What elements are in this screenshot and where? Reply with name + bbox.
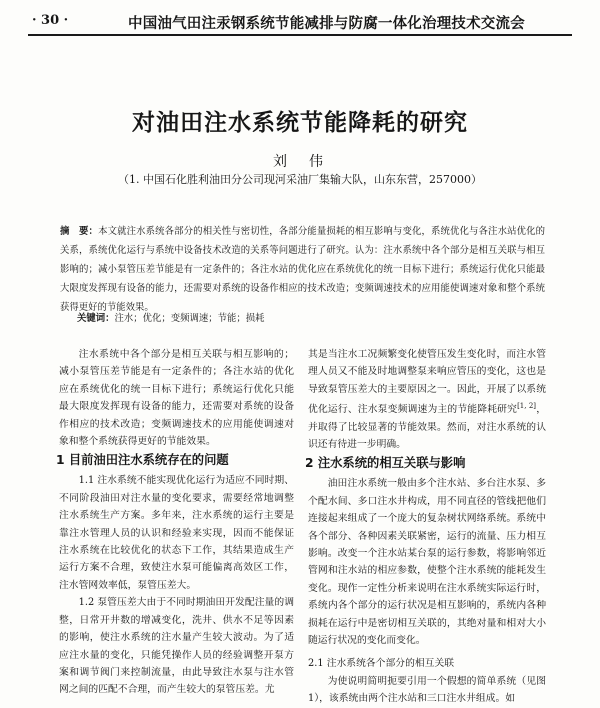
intro-paragraph: 注水系统中各个部分是相互关联与相互影响的；减小泵管压差节能是有一定条件的；各注水站的优化应在系统优化的统一目标下进行；系统运行优化只能最大限度发挥现有设备的能力，还需要对系统的设备作相应的技术改造；变频调速技术的应用能使调速对象和整个系统获得更好的节能效果。 <box>59 349 294 448</box>
section-1-heading: 1 目前油田注水系统存在的问题 <box>56 453 229 468</box>
page-number: · 30 · <box>32 13 69 28</box>
abstract <box>60 222 545 317</box>
continuation-paragraph <box>308 346 546 453</box>
section-2-paragraph: 油田注水系统一般由多个注水站、多台注水泵、多个配水间、多口注水井构成，用不同直径的管线把他们连接起来组成了一个庞大的复杂树状网络系统。系统中各个部分、各种因素关联紧密，运行的流量、压力相互影响。改变一个注水站某台泵的运行参数，将影响邻近管网和注水站的相应参数，使整个注水系统的能耗发生变化。现作一定性分析来说明在注水系统实际运行时，系统内各个部分的运行状况是相互影响的，系统内各种损耗在运行中是密切相互关联的，其绝对量和相对大小随运行状况的变化而变化。 <box>308 478 546 647</box>
section-2-1-heading: 2.1 注水系统各个部分的相互关联 <box>308 657 455 669</box>
section-1-1-heading: 1.1 注水系统不能实现优化运行 <box>78 475 216 487</box>
keywords-text: 注水；优化；变频调速；节能；损耗 <box>114 313 265 324</box>
right-column <box>305 346 547 708</box>
section-1-1-text: 为适应不同时期、不同阶段油田对注水量的变化要求，需要经常地调整注水系统生产方案。多年来，注水系统的运行主要是靠注水管理人员的认识和经验来实现，因而不能保证注水系统在比较优化的状态下工作，其结果造成生产运行方案不合理，致使注水泵可能偏离高效区工作，注水管网效率低，泵管压差大。 <box>59 475 295 591</box>
continuation-text: 其是当注水工况频繁变化使管压发生变化时，而注水管理人员又不能及时地调整泵来响应管压的变化，这也是导致泵管压差大的主要原因之一。因此，开展了以系统优化运行、注水泵变频调速为主的节能降耗研究 <box>308 349 546 416</box>
left-column <box>56 346 295 699</box>
citation-ref: [1, 2] <box>517 402 537 411</box>
running-header <box>28 12 572 36</box>
keywords <box>77 310 547 324</box>
section-2-heading: 2 注水系统的相互关联与影响 <box>305 456 466 471</box>
section-1-2-paragraph <box>59 594 294 698</box>
keywords-label: 关键词： <box>77 313 115 324</box>
journal-name: 中国油气田注汞钢系统节能减排与防腐一体化治理技术交流会 <box>128 15 525 32</box>
abstract-label: 摘 要： <box>60 226 99 237</box>
section-1-1-paragraph <box>59 472 294 594</box>
article-author: 刘 伟 <box>273 154 327 170</box>
section-2-1-paragraph: 为使说明简明扼要引用一个假想的简单系统（见图 1），该系统由两个注水站和三口注水井组成。如 <box>308 675 546 705</box>
section-1-2-text: 由于不同时期油田开发配注量的调整，日常开井数的增减变化，洗井、供水不足等因素的影响，使注水系统的注水量产生较大波动。为了适应注水量的变化，只能凭操作人员的经验调整开泵方案和调节阀门来控制流量，由此导致注水泵与注水管网之间的匹配不合理，而产生较大的泵管压差。尤 <box>59 597 295 696</box>
author-affiliation: （1. 中国石化胜利油田分公司现河采油厂集输大队，山东东营，257000） <box>118 173 482 186</box>
article-title: 对油田注水系统节能降耗的研究 <box>132 109 468 136</box>
abstract-text: 本文就注水系统各部分的相关性与密切性，各部分能量损耗的相互影响与变化，系统优化与各注水站优化的关系，系统优化运行与系统中设备技术改造的关系等问题进行了研究。认为：注水系统中各个部分是相互关联与相互影响的；减小泵管压差节能是有一定条件的；各注水站的优化应在系统优化的统一目标下进行；系统运行优化只能最大限度发挥现有设备的能力，还需要对系统的设备作相应的技术改造；变频调速技术的应用能使调速对象和整个系统获得更好的节能效果。 <box>60 226 545 314</box>
continuation-end: ，并取得了比较显著的节能效果。然而，对注水系统的认识还有待进一步明确。 <box>308 404 547 451</box>
section-1-2-heading: 1.2 泵管压差大 <box>78 597 147 609</box>
